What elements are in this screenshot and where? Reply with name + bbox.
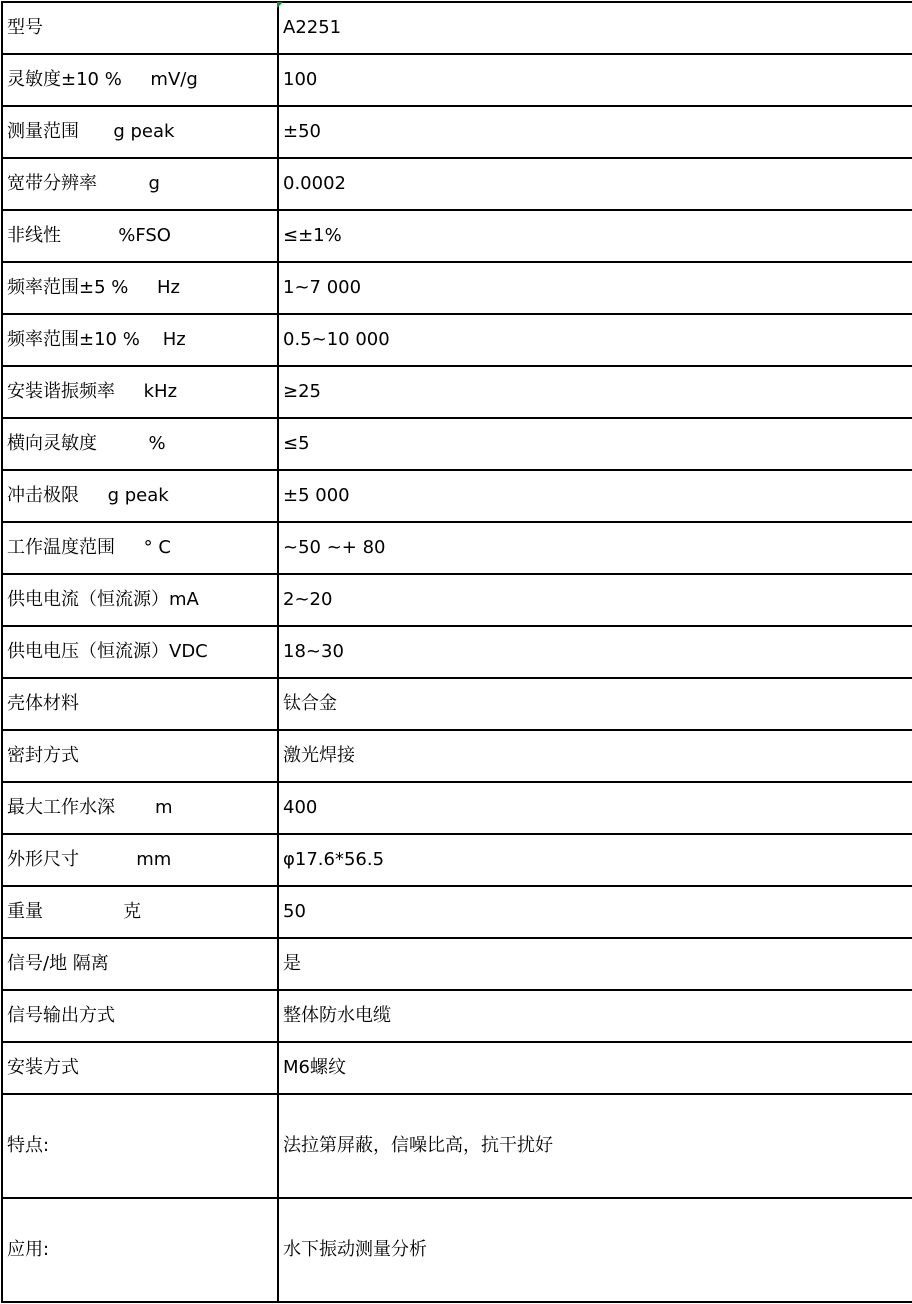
spec-row-sensitivity xyxy=(2,54,912,106)
spec-label[interactable]: 宽带分辨率 g xyxy=(2,158,278,210)
spec-value[interactable]: ≥25 xyxy=(278,366,912,418)
spec-value[interactable]: A2251 xyxy=(278,2,912,54)
spec-row-model xyxy=(2,2,912,54)
spec-value[interactable]: 2~20 xyxy=(278,574,912,626)
spec-row-resolution xyxy=(2,158,912,210)
spec-label[interactable]: 密封方式 xyxy=(2,730,278,782)
spec-row-housing-material xyxy=(2,678,912,730)
spec-label[interactable]: 工作温度范围 ° C xyxy=(2,522,278,574)
spec-value[interactable]: 100 xyxy=(278,54,912,106)
spec-label[interactable]: 横向灵敏度 % xyxy=(2,418,278,470)
spec-value[interactable]: 激光焊接 xyxy=(278,730,912,782)
spec-row-frequency-range-10 xyxy=(2,314,912,366)
spec-label[interactable]: 外形尺寸 mm xyxy=(2,834,278,886)
spec-row-supply-current xyxy=(2,574,912,626)
spec-row-signal-isolation xyxy=(2,938,912,990)
spec-row-mounting xyxy=(2,1042,912,1094)
spec-value[interactable]: ±50 xyxy=(278,106,912,158)
spec-table-body xyxy=(2,2,912,1302)
spec-row-features xyxy=(2,1094,912,1198)
spec-value[interactable]: 0.5~10 000 xyxy=(278,314,912,366)
spec-label[interactable]: 安装谐振频率 kHz xyxy=(2,366,278,418)
spec-row-dimensions xyxy=(2,834,912,886)
spec-label[interactable]: 非线性 %FSO xyxy=(2,210,278,262)
spec-row-nonlinearity xyxy=(2,210,912,262)
spec-row-frequency-range-5 xyxy=(2,262,912,314)
spec-row-signal-output xyxy=(2,990,912,1042)
spec-label[interactable]: 信号输出方式 xyxy=(2,990,278,1042)
spec-label[interactable]: 特点: xyxy=(2,1094,278,1198)
spec-value[interactable]: 钛合金 xyxy=(278,678,912,730)
spec-row-max-depth xyxy=(2,782,912,834)
spec-label[interactable]: 型号 xyxy=(2,2,278,54)
spec-value[interactable]: 法拉第屏蔽，信噪比高，抗干扰好 xyxy=(278,1094,912,1198)
spec-value[interactable]: φ17.6*56.5 xyxy=(278,834,912,886)
spec-row-supply-voltage xyxy=(2,626,912,678)
spec-label[interactable]: 供电电流（恒流源）mA xyxy=(2,574,278,626)
spec-value[interactable]: 是 xyxy=(278,938,912,990)
spec-value[interactable]: ~50 ~+ 80 xyxy=(278,522,912,574)
spec-table xyxy=(1,1,912,1303)
spec-value[interactable]: 400 xyxy=(278,782,912,834)
spec-label[interactable]: 频率范围±5 % Hz xyxy=(2,262,278,314)
spec-label[interactable]: 灵敏度±10 % mV/g xyxy=(2,54,278,106)
spec-row-weight xyxy=(2,886,912,938)
spec-label[interactable]: 重量 克 xyxy=(2,886,278,938)
spec-label[interactable]: 壳体材料 xyxy=(2,678,278,730)
spec-value[interactable]: 50 xyxy=(278,886,912,938)
spec-row-temperature-range xyxy=(2,522,912,574)
selected-cell-marker xyxy=(277,2,283,8)
spec-row-shock-limit xyxy=(2,470,912,522)
spec-label[interactable]: 频率范围±10 % Hz xyxy=(2,314,278,366)
spec-row-applications xyxy=(2,1198,912,1302)
spec-value[interactable]: ≤±1% xyxy=(278,210,912,262)
spec-label[interactable]: 信号/地 隔离 xyxy=(2,938,278,990)
spec-value[interactable]: M6螺纹 xyxy=(278,1042,912,1094)
spec-value[interactable]: 18~30 xyxy=(278,626,912,678)
spec-label[interactable]: 最大工作水深 m xyxy=(2,782,278,834)
spec-label[interactable]: 供电电压（恒流源）VDC xyxy=(2,626,278,678)
spec-row-sealing xyxy=(2,730,912,782)
spec-value[interactable]: ±5 000 xyxy=(278,470,912,522)
spec-value[interactable]: 水下振动测量分析 xyxy=(278,1198,912,1302)
spec-label[interactable]: 安装方式 xyxy=(2,1042,278,1094)
spec-row-resonance xyxy=(2,366,912,418)
spec-value[interactable]: ≤5 xyxy=(278,418,912,470)
spec-label[interactable]: 冲击极限 g peak xyxy=(2,470,278,522)
spec-label[interactable]: 测量范围 g peak xyxy=(2,106,278,158)
spec-label[interactable]: 应用: xyxy=(2,1198,278,1302)
spec-value[interactable]: 0.0002 xyxy=(278,158,912,210)
spec-value[interactable]: 整体防水电缆 xyxy=(278,990,912,1042)
spec-row-measurement-range xyxy=(2,106,912,158)
spec-row-transverse-sensitivity xyxy=(2,418,912,470)
spec-value[interactable]: 1~7 000 xyxy=(278,262,912,314)
